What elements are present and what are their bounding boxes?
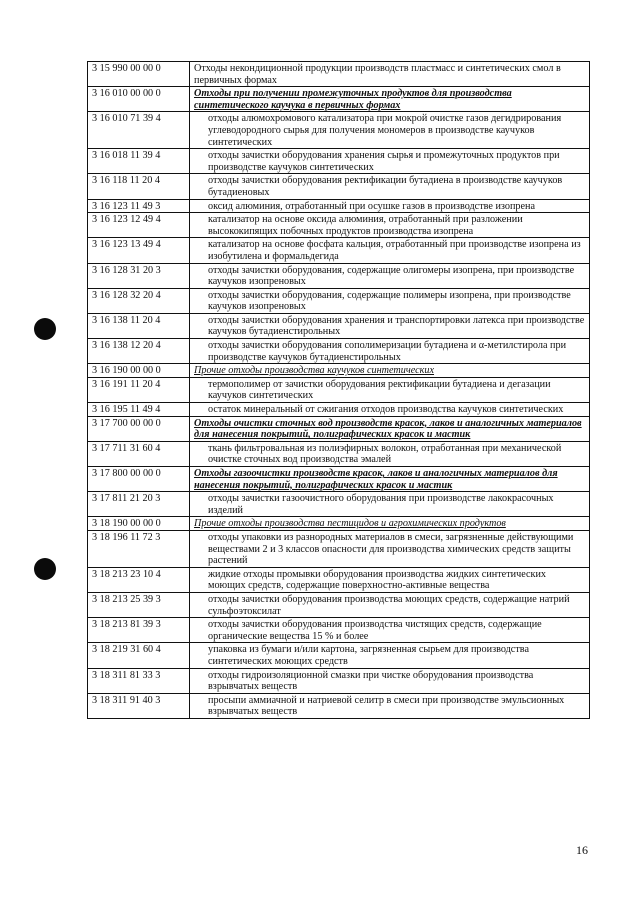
waste-description: катализатор на основе фосфата кальция, отработанный при производстве изопрена из изобутилена и формальдегида: [190, 238, 590, 263]
waste-codes-table: [87, 61, 590, 719]
waste-code: 3 15 990 00 00 0: [88, 62, 190, 87]
waste-code: 3 16 128 31 20 3: [88, 263, 190, 288]
waste-code: 3 18 311 91 40 3: [88, 693, 190, 718]
waste-code: 3 18 219 31 60 4: [88, 643, 190, 668]
table-row: [88, 467, 590, 492]
waste-code: 3 16 010 00 00 0: [88, 87, 190, 112]
table-row: [88, 174, 590, 199]
waste-code: 3 16 191 11 20 4: [88, 377, 190, 402]
waste-code: 3 17 800 00 00 0: [88, 467, 190, 492]
waste-description: Прочие отходы производства каучуков синтетических: [190, 364, 590, 378]
waste-description: отходы зачистки оборудования сополимеризации бутадиена и α-метилстирола при производстве каучуков бутадиенстирольных: [190, 339, 590, 364]
table-row: [88, 530, 590, 567]
waste-code: 3 17 811 21 20 3: [88, 492, 190, 517]
waste-description: просыпи аммиачной и натриевой селитр в смеси при производстве эмульсионных взрывчатых веществ: [190, 693, 590, 718]
table-row: [88, 339, 590, 364]
table-row: [88, 199, 590, 213]
table-row: [88, 238, 590, 263]
table-row: [88, 643, 590, 668]
table-row: [88, 112, 590, 149]
table-row: [88, 213, 590, 238]
waste-description: Отходы при получении промежуточных продуктов для производства синтетического каучука в первичных формах: [190, 87, 590, 112]
waste-description: отходы зачистки оборудования производства моющих средств, содержащие натрий сульфоэтоксилат: [190, 592, 590, 617]
table-row: [88, 149, 590, 174]
page-number: 16: [576, 843, 588, 857]
waste-description: Прочие отходы производства пестицидов и агрохимических продуктов: [190, 517, 590, 531]
waste-description: отходы упаковки из разнородных материалов в смеси, загрязненные действующими веществами 2 и 3 классов опасности для производства химических средств защиты растений: [190, 530, 590, 567]
table-body: [88, 62, 590, 719]
table-row: [88, 567, 590, 592]
waste-code: 3 18 190 00 00 0: [88, 517, 190, 531]
waste-code: 3 18 311 81 33 3: [88, 668, 190, 693]
waste-description: отходы зачистки оборудования, содержащие полимеры изопрена, при производстве каучуков изопреновых: [190, 288, 590, 313]
waste-code: 3 16 123 12 49 4: [88, 213, 190, 238]
waste-code: 3 16 123 11 49 3: [88, 199, 190, 213]
table-row: [88, 618, 590, 643]
waste-description: Отходы очистки сточных вод производств красок, лаков и аналогичных материалов для нанесения покрытий, полиграфических красок и мастик: [190, 416, 590, 441]
waste-code: 3 16 195 11 49 4: [88, 403, 190, 417]
waste-code: 3 16 010 71 39 4: [88, 112, 190, 149]
punch-hole-bottom: [34, 558, 56, 580]
table-row: [88, 693, 590, 718]
waste-code: 3 16 018 11 39 4: [88, 149, 190, 174]
waste-description: жидкие отходы промывки оборудования производства жидких синтетических моющих средств, содержащие поверхностно-активные вещества: [190, 567, 590, 592]
table-row: [88, 403, 590, 417]
waste-code: 3 16 190 00 00 0: [88, 364, 190, 378]
table-row: [88, 313, 590, 338]
waste-description: ткань фильтровальная из полиэфирных волокон, отработанная при механической очистке сточных вод производства эмалей: [190, 441, 590, 466]
punch-hole-top: [34, 318, 56, 340]
waste-description: отходы зачистки газоочистного оборудования при производстве лакокрасочных изделий: [190, 492, 590, 517]
table-row: [88, 492, 590, 517]
table-row: [88, 364, 590, 378]
waste-code: 3 16 118 11 20 4: [88, 174, 190, 199]
table-row: [88, 592, 590, 617]
table-row: [88, 288, 590, 313]
waste-code: 3 18 213 25 39 3: [88, 592, 190, 617]
waste-description: отходы зачистки оборудования, содержащие олигомеры изопрена, при производстве каучуков изопреновых: [190, 263, 590, 288]
table-row: [88, 62, 590, 87]
waste-description: катализатор на основе оксида алюминия, отработанный при разложении высококипящих побочных продуктов производства изопрена: [190, 213, 590, 238]
waste-description: отходы зачистки оборудования ректификации бутадиена в производстве каучуков бутадиеновых: [190, 174, 590, 199]
waste-code: 3 17 700 00 00 0: [88, 416, 190, 441]
table-row: [88, 416, 590, 441]
waste-description: Отходы некондиционной продукции производств пластмасс и синтетических смол в первичных формах: [190, 62, 590, 87]
waste-code: 3 16 128 32 20 4: [88, 288, 190, 313]
waste-description: отходы зачистки оборудования производства чистящих средств, содержащие органические вещества 15 % и более: [190, 618, 590, 643]
table-row: [88, 263, 590, 288]
waste-code: 3 18 213 81 39 3: [88, 618, 190, 643]
table-row: [88, 87, 590, 112]
waste-description: Отходы газоочистки производств красок, лаков и аналогичных материалов для нанесения покрытий, полиграфических красок и мастик: [190, 467, 590, 492]
waste-description: термополимер от зачистки оборудования ректификации бутадиена и дегазации каучуков синтетических: [190, 377, 590, 402]
table-row: [88, 668, 590, 693]
waste-description: отходы зачистки оборудования хранения и транспортировки латекса при производстве каучуков бутадиенстирольных: [190, 313, 590, 338]
waste-description: отходы гидроизоляционной смазки при чистке оборудования производства взрывчатых веществ: [190, 668, 590, 693]
waste-description: оксид алюминия, отработанный при осушке газов в производстве изопрена: [190, 199, 590, 213]
waste-description: остаток минеральный от сжигания отходов производства каучуков синтетических: [190, 403, 590, 417]
waste-code: 3 16 138 12 20 4: [88, 339, 190, 364]
table-row: [88, 441, 590, 466]
table-row: [88, 377, 590, 402]
waste-description: отходы зачистки оборудования хранения сырья и промежуточных продуктов при производстве каучуков синтетических: [190, 149, 590, 174]
waste-code: 3 18 213 23 10 4: [88, 567, 190, 592]
table-row: [88, 517, 590, 531]
waste-code: 3 16 138 11 20 4: [88, 313, 190, 338]
waste-code: 3 16 123 13 49 4: [88, 238, 190, 263]
waste-code: 3 17 711 31 60 4: [88, 441, 190, 466]
waste-description: упаковка из бумаги и/или картона, загрязненная сырьем для производства синтетических моющих средств: [190, 643, 590, 668]
waste-description: отходы алюмохромового катализатора при мокрой очистке газов дегидрирования углеводородного сырья для получения мономеров в производстве каучуков синтетических: [190, 112, 590, 149]
waste-code: 3 18 196 11 72 3: [88, 530, 190, 567]
